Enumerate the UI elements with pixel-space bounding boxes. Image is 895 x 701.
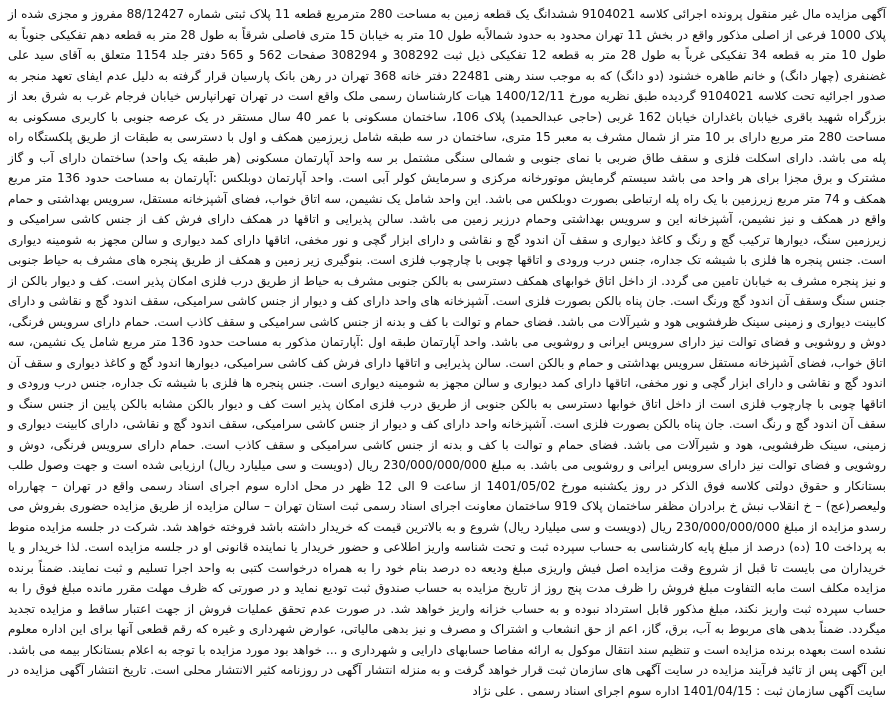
auction-notice-text: آگهی مزایده مال غیر منقول پرونده اجرائی کلاسه 9104021 ششدانگ یک قطعه زمین به مساحت 280 مترمربع قطعه 11 پلاک ثبتی شماره 88/12427 مفروز و مجزی شده از پلاک 1000 فرعی از اصلی مذکور واقع در بخش 11 تهران محدود به حدود شمالاًبه طول 10 متر به خیابان 15 متری فاصلی شرقاً به طول 28 متر به قطعه دهم تفکیکی جنوباً به طول 10 متر به قطعه 34 تفکیکی غرباً به طول 28 متر به قطعه 12 تفکیکی ذیل ثبت 308292 و 308294 صفحات 562 و 565 دفتر جلد 1154 متعلق به آقای سید علی غضنفری (چهار دانگ) و خانم طاهره خشنود (دو دانگ) که به موجب سند رهنی 22481 دفتر خانه 368 تهران در رهن بانک پارسیان قرار گرفته به دلیل عدم ایفای تعهد منجر به صدور اجرائیه تحت کلاسه 9104021 گردیده طبق نظریه مورخ 1400/12/11 هیات کارشناسان رسمی ملک واقع است در تهران تهرانپارس خیابان فرجام غرب به شرق بعد از بزرگراه شهید باقری خیابان باغداران خیابان 162 غربی (حاجی عبدالحمید) پلاک 106، ساختمان مسکونی با عمر 40 سال مستقر در یک عرصه جنوبی با کاربری مسکونی به مساحت 280 متر مربع دارای بر 10 متر از شمال مشرف به معبر 15 متری، ساختمان در سه طبقه شامل زیرزمین همکف و اول با دسترسی به طبقات از طریق پلکستگاه راه پله می باشد. دارای اسکلت فلزی و سقف طاق ضربی با نمای جنوبی و شمالی سنگی مشتمل بر سه واحد آپارتمان مسکونی (هر طبقه یک واحد) ساختمان دارای آب و گاز مشترک و برق مجزا برای هر واحد می باشد سیستم گرمایش موتورخانه مرکزی و سرمایش کولر آبی است. واحد آپارتمان دوبلکس :آپارتمان به مساحت حدود 136 متر مربع همکف و 74 متر مربع زیرزمین با یک راه پله ارتباطی بصورت دوبلکس می باشد. این واحد شامل یک نشیمن، سه اتاق خواب، فضای آشپزخانه مستقل، سرویس بهداشتی و حمام واقع در همکف و نیز نشیمن، آشپزخانه این و سرویس بهداشتی وحمام درزیر زمین می باشد. سالن پذیرایی و اتاقها در همکف دارای فرش کف از جنس کاشی سرامیکی و زیرزمین سنگ، دیوارها ترکیب گچ و رنگ و کاغذ دیواری و سقف آن اندود گچ و نقاشی و دارای ابزار گچی و نور مخفی، اتاقها دارای کمد دیواری و سالن مجهز به شومینه دیواری است. جنس پنجره ها فلزی با شیشه تک جداره، جنس درب ورودی و اتاقها چوبی با چارچوب فلزی است. بنوگیری زیر زمین و همکف از طریق پنجره های مشرف به حیاط جنوبی و نیز پنجره مشرف به خیابان تامین می گردد. از داخل اتاق خوابهای همکف دسترسی به بالکن جنوبی مشرف به حیاط از طریق درب فلزی امکان پذیر است. کف و دیوار بالکن از جنس سنگ وسقف آن اندود گچ ورنگ است. جان پناه بالکن بصورت فلزی است. آشپزخانه های واحد دارای کف و دیوار از جنس کاشی سرامیکی، سقف اندود گچ و نقاشی و دارای کابینت دیواری و زمینی سینک ظرفشویی هود و شیرآلات می باشد. فضای حمام و توالت با کف و بدنه از جنس کاشی سرامیکی و سقف کاذب است. حمام دارای سرویس فرنگی، دوش و روشویی و فضای توالت نیز دارای سرویس ایرانی و روشویی می باشد. واحد آپارتمان طبقه اول :آپارتمان مذکور به مساحت حدود 136 متر مربع شامل یک نشیمن، سه اتاق خواب، فضای آشپزخانه مستقل سرویس بهداشتی و حمام و بالکن است. سالن پذیرایی و اتاقها دارای فرش کف کاشی سرامیکی، دیوارها اندود گچ و کاغذ دیواری و سقف آن اندود گچ و نقاشی و دارای ابزار گچی و نور مخفی، اتاقها دارای کمد دیواری و سالن مجهز به شومینه دیواری است. جنس پنجره ها فلزی با شیشه تک جداره، جنس درب ورودی و اتاقها چوبی با چارچوب فلزی است از داخل اتاق خوابها دسترسی به بالکن جنوبی از طریق درب فلزی امکان پذیر است کف و دیوار بالکن مشابه بالکن پایین از جنس سنگ و سقف آن اندود گچ و رنگ است. جان پناه بالکن بصورت فلزی است. آشپزخانه واحد دارای کف و دیوار از جنس کاشی سرامیکی، سقف اندود گچ و نقاشی، دارای کابینت دیواری و زمینی، سینک ظرفشویی، هود و شیرآلات می باشد. فضای حمام و توالت با کف و بدنه از جنس کاشی سرامیکی و سقف کاذب است. حمام دارای سرویس فرنگی، دوش و روشویی و فضای توالت نیز دارای سرویس ایرانی و روشویی می باشد. به مبلغ 230/000/000/000 ریال (دویست و سی میلیارد ریال) ارزیابی شده است و جهت وصول طلب بستانکار و حقوق دولتی کلاسه فوق الذکر در روز یکشنبه مورخ 1401/05/02 از ساعت 9 الی 12 ظهر در محل اداره سوم اجرای اسناد رسمی واقع در تهران – چهارراه ولیعصر(عج) – خ انقلاب نبش خ برادران مظفر ساختمان پلاک 919 ساختمان معاونت اجرای اسناد رسمی ثبت استان تهران – سالن مزایده از طریق مزایده حضوری بفروش می رسدو مزایده از مبلغ 230/000/000/000 ریال (دویست و سی میلیارد ریال) شروع و به بالاترین قیمت که خریدار داشته باشد فروخته خواهد شد. شرکت در جلسه مزایده منوط به پرداخت 10 (ده) درصد از مبلغ پایه کارشناسی به حساب سپرده ثبت و تحت شناسه واریز اطلاعی و حضور خریدار یا نماینده قانونی او در جلسه مزایده است. لذا خریدار و یا خریداران می بایست تا قبل از شروع وقت مزایده اصل فیش واریزی مبلغ ودیعه ده درصد بنام خود را به همراه درخواست کتبی به واحد اجرا تسلیم و ثبت نمایند. ضمناً برنده مزایده مکلف است مابه التفاوت مبلغ فروش را ظرف مدت پنج روز از تاریخ مزایده به حساب صندوق ثبت تودیع نماید و در صورتی که ظرف مهلت مقرر مانده مبلغ فوق را به حساب سپرده ثبت واریز نکند، مبلغ مذکور قابل استرداد نبوده و به حساب خزانه واریز خواهد شد. در صورت عدم تحقق عملیات فروش از جهت اعتبار ساقط و مزایده تجدید میگردد. ضمناً بدهی های مربوط به آب، برق، گاز، اعم از حق انشعاب و اشتراک و مصرف و نیز بدهی مالیاتی، عوارض شهرداری و غیره که رقم قطعی آنها برای این اداره معلوم نشده است بعهده برنده مزایده است و تنظیم سند انتقال موکول به ارائه مفاصا حسابهای دارایی و شهرداری و ... خواهد بود مورد مزایده با توجه به اعلام بستانکار بیمه می باشد. این آگهی پس از تائید فرآیند مزایده در سایت آگهی های سازمان ثبت قرار خواهد گرفت و به منزله انتشار آگهی در روزنامه کثیر الانتشار محلی است. تاریخ انتشار آگهی مزایده در سایت آگهی سازمان ثبت : 1401/04/15 اداره سوم اجرای اسناد رسمی . علی نژاد [8,7,887,698]
